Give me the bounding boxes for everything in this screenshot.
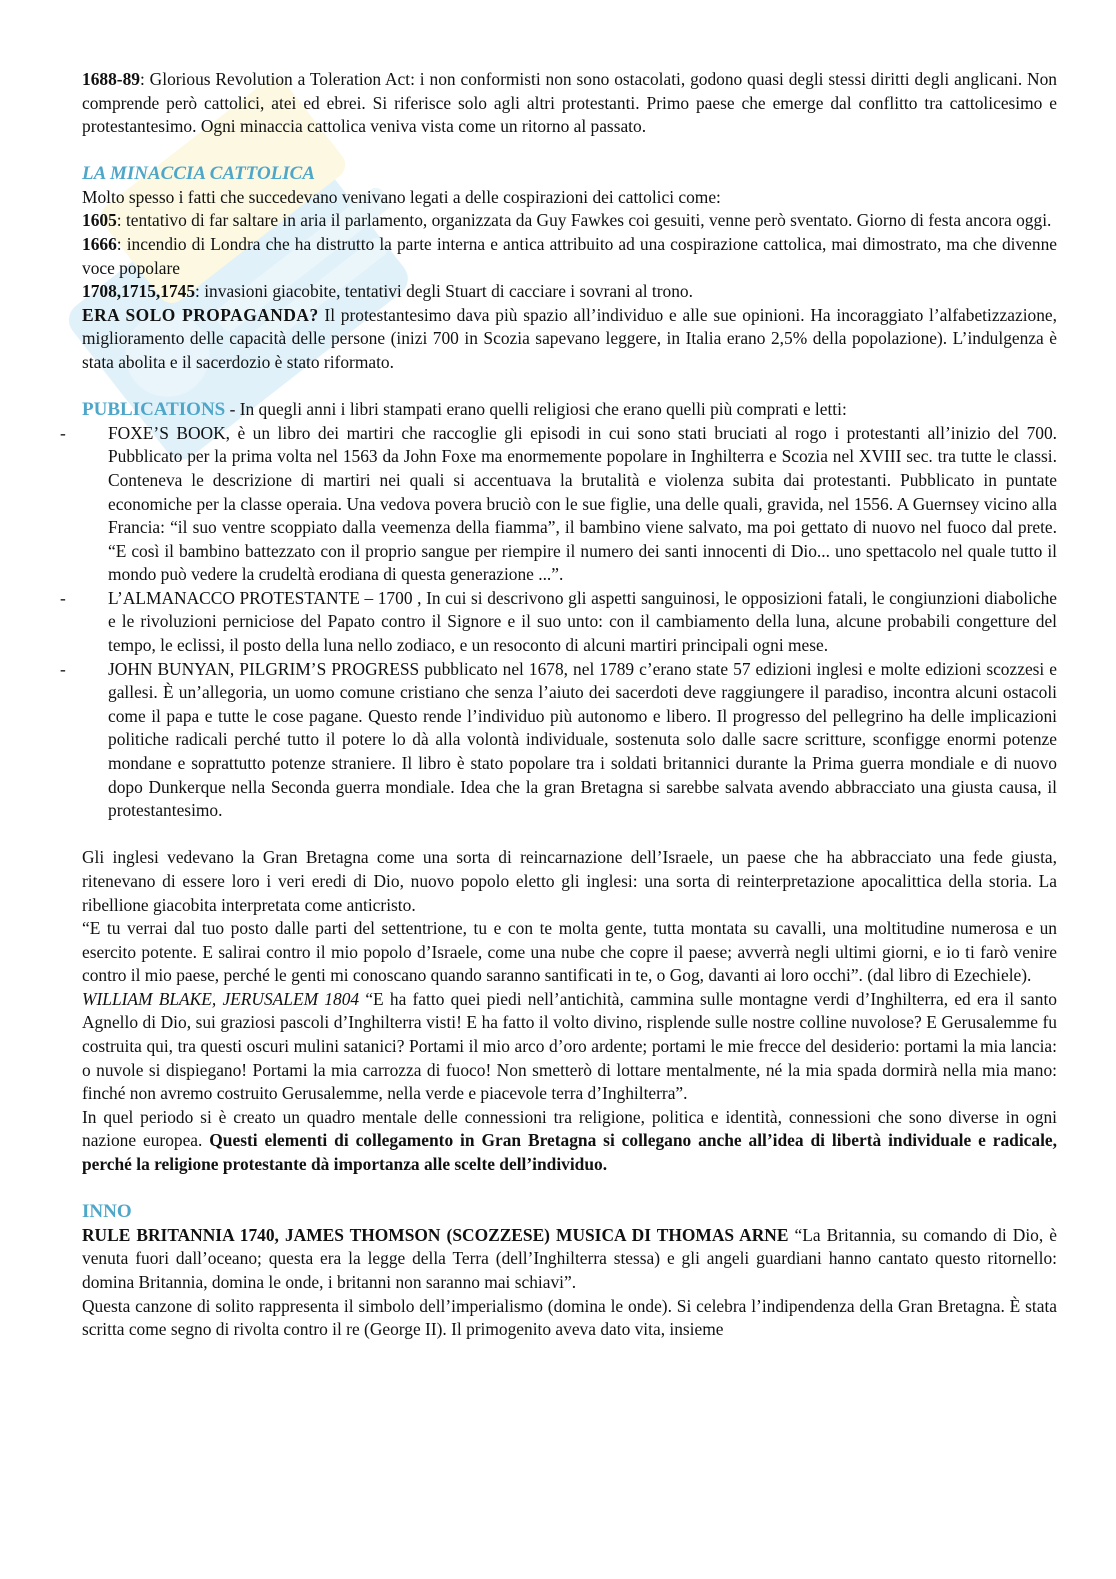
anthem-heading: INNO <box>82 1201 132 1223</box>
blake-paragraph <box>82 988 1057 1106</box>
document-body <box>60 68 1057 1342</box>
israel-paragraph: Gli inglesi vedevano la Gran Bretagna come una sorta di reincarnazione dell’Israele, un paese che ha abbracciato una fede giusta, ritenevano di essere loro i veri eredi di Dio, nuovo popolo eletto gli inglesi: una sorta di reinterpretazione apocalittica della storia. La ribellione giacobita interpretata come anticristo. <box>82 847 1057 915</box>
event-date: 1708,1715,1745 <box>82 281 196 302</box>
ezekiel-quote: “E tu verrai dal tuo posto dalle parti del settentrione, tu e con te molta gente, tutta montata su cavalli, una moltitudine numerosa e un esercito potente. E salirai contro il mio popolo d’Israele, come una nube che copre il paese; avverrà negli ultimi giorni, e io ti farò venire contro il mio paese, perché le genti mi conoscano quando saranno santificati in te, o Gog, davanti ai loro occhi”. (dal libro di Ezechiele). <box>82 918 1057 986</box>
event-date: 1666 <box>82 234 117 255</box>
anthem-paragraph <box>82 1224 1057 1295</box>
anthem-quote: “La Britannia, su comando di Dio, è venuta fuori dall’oceano; questa era la legge della Terra (dell’Inghilterra stessa) e gli angeli guardiani hanno cantato questo ritornello: domina Britannia, domina le onde, i britanni non saranno mai schiavi”. <box>82 1224 1057 1292</box>
event-date: 1605 <box>82 210 117 231</box>
publications-heading: PUBLICATIONS <box>82 399 226 421</box>
event-text: : invasioni giacobite, tentativi degli Stuart di cacciare i sovrani al trono. <box>195 281 693 302</box>
identity-paragraph <box>82 1106 1057 1177</box>
dash-bullet: - <box>60 658 66 679</box>
anthem-after: Questa canzone di solito rappresenta il simbolo dell’imperialismo (domina le onde). Si celebra l’indipendenza della Gran Bretagna. È stata scritta come segno di rivolta contro il re (George II). Il primogenito aveva dato vita, insieme <box>82 1295 1057 1340</box>
catholic-threat-heading: LA MINACCIA CATTOLICA <box>82 163 316 185</box>
intro-text: : Glorious Revolution a Toleration Act: i non conformisti non sono ostacolati, godono quasi degli stessi diritti degli anglicani. Non comprende però cattolici, atei ed ebrei. Si riferisce solo agli altri protestanti. Primo paese che emerge dal conflitto tra cattolicesimo e protestantesimo. Ogni minaccia cattolica veniva vista come un ritorno al passato. <box>82 69 1057 137</box>
dash-bullet: - <box>60 587 66 608</box>
list-item <box>60 587 1057 658</box>
blake-text: “E ha fatto quei piedi nell’antichità, cammina sulle montagne verdi d’Inghilterra, ed era il santo Agnello di Dio, sui graziosi pascoli d’Inghilterra visti! E ha fatto il volto divino, risplende sulle nostre colline nuvolose? E Gerusalemme fu costruita qui, tra questi oscuri mulini satanici? Portami il mio arco d’oro ardente; portami le mie frecce del desiderio: portami la mia lancia: o nuvole si dispiegano! Portami la mia carrozza di fuoco! Non smetterò di lottare mentalmente, né la mia spada dormirà nella mia mano: finché non avremo costruito Gerusalemme, nella verde e piacevole terra d’Inghilterra”. <box>82 988 1057 1104</box>
propaganda-text: Il protestantesimo dava più spazio all’individuo e alle sue opinioni. Ha incoraggiato l’alfabetizzazione, miglioramento delle capacità delle persone (inizi 700 in Scozia sapevano leggere, in Italia erano 2,5% della popolazione). L’indulgenza è stata abolita e il sacerdozio è stato riformato. <box>82 304 1057 373</box>
intro-date: 1688-89 <box>82 69 140 89</box>
publications-list <box>60 422 1057 823</box>
publications-lead: - In quegli anni i libri stampati erano quelli religiosi che erano quelli più comprati e letti: <box>225 399 847 420</box>
propaganda-paragraph <box>82 304 1057 375</box>
dash-bullet: - <box>60 422 66 443</box>
identity-text: In quel periodo si è creato un quadro mentale delle connessioni tra religione, politica e identità, connessioni che sono diverse in ogni nazione europea. <box>82 1106 1057 1151</box>
publication-almanac: L’ALMANACCO PROTESTANTE – 1700 , In cui si descrivono gli aspetti sanguinosi, le opposizioni fatali, le congiunzioni diaboliche e le rivoluzioni perniciose del Papato contro il Signore e il suo unto: con il cambiamento della luna, alcune probabili congetture del tempo, le eclissi, il posto della luna nello zodiaco, e un resoconto di alcuni martiri principali ogni mese. <box>108 587 1057 656</box>
publications-intro <box>82 398 1057 422</box>
propaganda-question: ERA SOLO PROPAGANDA? <box>82 304 319 325</box>
event-jacobite <box>82 280 1057 304</box>
publication-foxe: FOXE’S BOOK, è un libro dei martiri che raccoglie gli episodi in cui sono stati bruciati al rogo i protestanti all’inizio del 700. Pubblicato per la prima volta nel 1563 da John Foxe ma enormemente popolare in Inghilterra e Scozia nel XVIII sec. tra tutte le classi. Conteneva le descrizione di martiri nei quali si accentuava la brutalità e violenza subita dai protestanti. Pubblicato in puntate economiche per la classe operaia. Una vedova povera bruciò con le sue figlie, una delle quali, gravida, nel 1556. A Guernsey vicino alla Francia: “il suo ventre scoppiato dalla veemenza della fiamma”, il bambino viene salvato, ma poi gettato di nuovo nel fuoco dal prete. “E così il bambino battezzato con il proprio sangue per riempire il numero dei santi innocenti di Dio... uno spettacolo nel quale tutto il mondo può vedere la crudeltà erodiana di questa generazione ...”. <box>108 422 1057 585</box>
publication-bunyan: JOHN BUNYAN, PILGRIM’S PROGRESS pubblicato nel 1678, nel 1789 c’erano state 57 edizioni inglesi e molte edizioni scozzesi e gallesi. È un’allegoria, un uomo comune cristiano che senza l’aiuto dei sacerdoti deve raggiungere il paradiso, incontra alcuni ostacoli come il papa e tutte le cose pagane. Questo rende l’individuo più autonomo e libero. Il progresso del pellegrino ha delle implicazioni politiche radicali perché tutto il potere lo dà alla volontà individuale, sostenuta solo dalle sacre scritture, sconfigge enormi potenze mondane e soprattutto potenze straniere. Il libro è stato popolare tra i soldati britannici durante la Prima guerra mondiale e di nuovo dopo Dunkerque nella Seconda guerra mondiale. Idea che la gran Bretagna si sarebbe salvata avendo abbracciato una giusta causa, il protestantesimo. <box>108 658 1057 821</box>
intro-paragraph <box>82 68 1057 139</box>
identity-bold-text: Questi elementi di collegamento in Gran Bretagna si collegano anche all’idea di libertà individuale e radicale, perché la religione protestante dà importanza alle scelte dell’individuo. <box>82 1130 1057 1175</box>
event-text: : incendio di Londra che ha distrutto la parte interna e antica attribuito ad una cospirazione cattolica, mai dimostrato, ma che divenne voce popolare <box>82 234 1057 278</box>
list-item <box>60 422 1057 587</box>
event-1605 <box>82 209 1057 233</box>
catholic-threat-lead: Molto spesso i fatti che succedevano venivano legati a delle cospirazioni dei cattolici come: <box>82 186 721 207</box>
event-text: : tentativo di far saltare in aria il parlamento, organizzata da Guy Fawkes coi gesuiti, venne però sventato. Giorno di festa ancora oggi. <box>116 210 1052 231</box>
anthem-title: RULE BRITANNIA 1740, JAMES THOMSON (SCOZZESE) MUSICA DI THOMAS ARNE <box>82 1224 789 1245</box>
list-item <box>60 658 1057 823</box>
event-1666 <box>82 233 1057 280</box>
blake-title: WILLIAM BLAKE, JERUSALEM 1804 <box>82 988 360 1009</box>
